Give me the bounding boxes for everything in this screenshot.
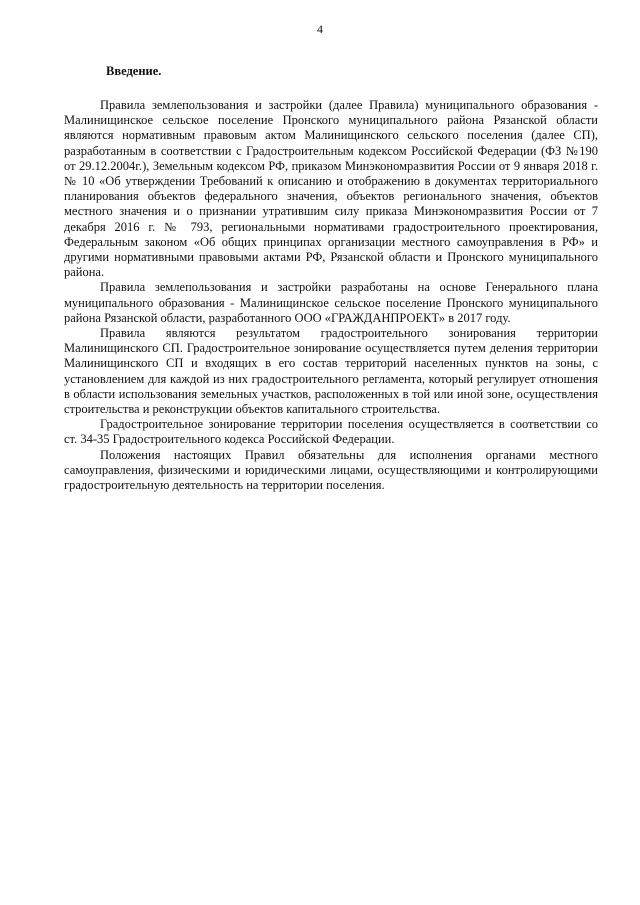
- section-heading: Введение.: [106, 64, 162, 78]
- paragraph-3: Правила являются результатом градостроительного зонирования территории Малинищинского СП. Градостроительное зонирование осуществляется путем деления территории Малинищинского СП и входящих в его состав территорий населенных пунктов на зоны, с установлением для каждой из них градостроительного регламента, который регулирует отношения в области использования земельных участков, расположенных в той или иной зоне, осуществления строительства и реконструкции объектов капитального строительства.: [64, 326, 598, 417]
- paragraph-1: Правила землепользования и застройки (далее Правила) муниципального образования - Малинищинское сельское поселение Пронского муниципального района Рязанской области являются нормативным правовым актом Малинищинского сельского поселения (далее СП), разработанным в соответствии с Градостроительным кодексом Российской Федерации (ФЗ №190 от 29.12.2004г.), Земельным кодексом РФ, приказом Минэкономразвития России от 9 января 2018 г. № 10 «Об утверждении Требований к описанию и отображению в документах территориального планирования объектов федерального значения, объектов регионального значения, объектов местного значения и о признании утратившим силу приказа Минэкономразвития России от 7 декабря 2016 г. № 793, региональными нормативами градостроительного проектирования, Федеральным законом «Об общих принципах организации местного самоуправления в РФ» и другими нормативными правовыми актами РФ, Рязанской области и Пронского муниципального района.: [64, 98, 598, 280]
- page-number: 4: [317, 22, 323, 36]
- body-text: [64, 98, 598, 493]
- paragraph-4: Градостроительное зонирование территории поселения осуществляется в соответствии со ст. 34-35 Градостроительного кодекса Российской Федерации.: [64, 417, 598, 447]
- paragraph-2: Правила землепользования и застройки разработаны на основе Генерального плана муниципального образования - Малинищинское сельское поселение Пронского муниципального района Рязанской области, разработанного ООО «ГРАЖДАНПРОЕКТ» в 2017 году.: [64, 280, 598, 325]
- paragraph-5: Положения настоящих Правил обязательны для исполнения органами местного самоуправления, физическими и юридическими лицами, осуществляющими и контролирующими градостроительную деятельность на территории поселения.: [64, 447, 598, 493]
